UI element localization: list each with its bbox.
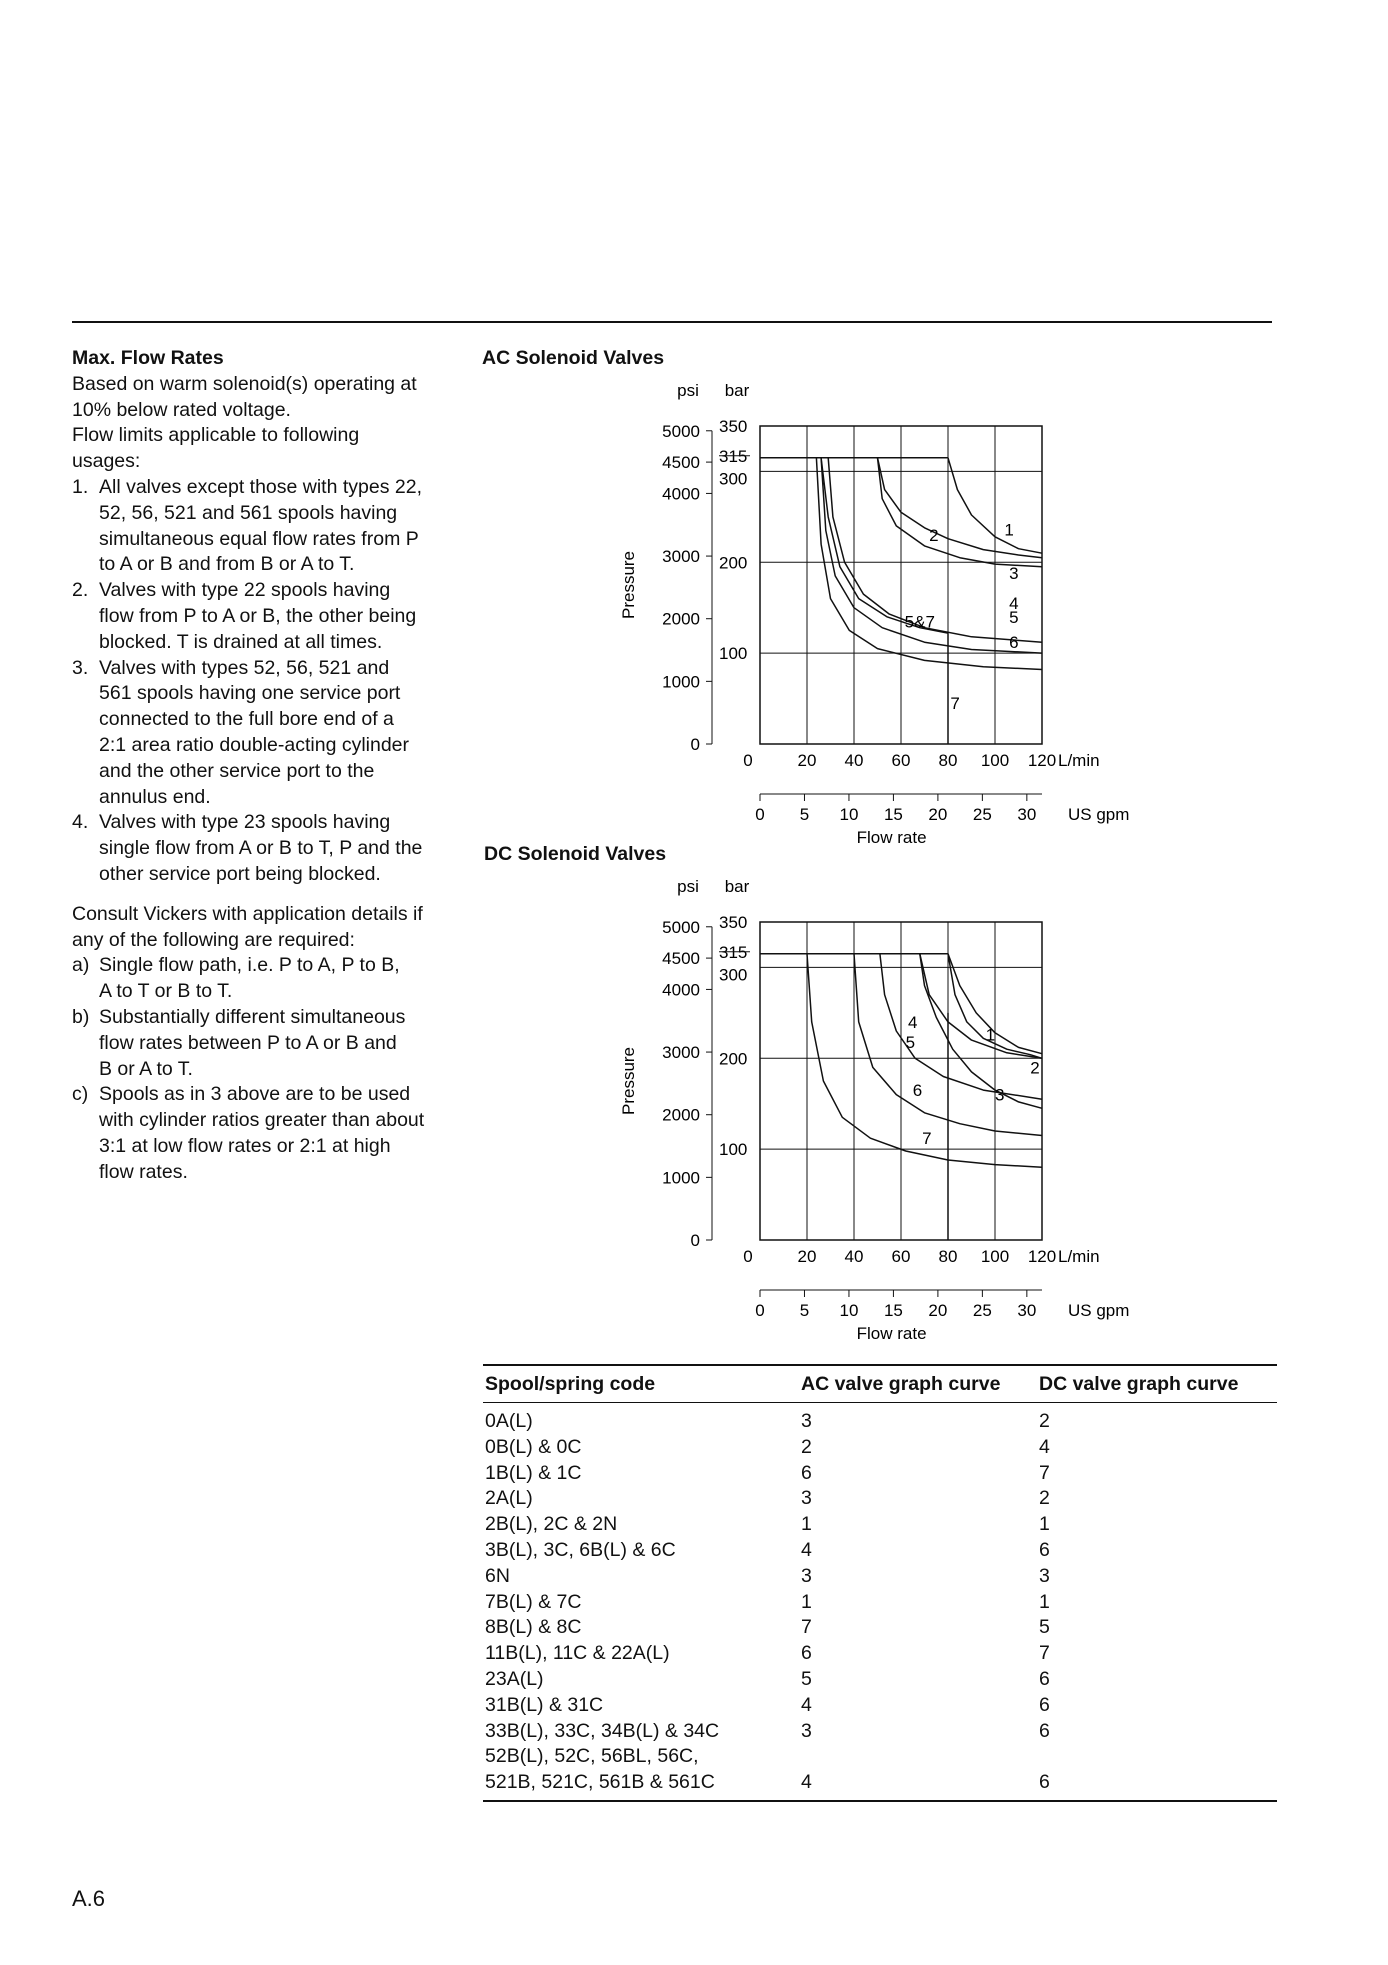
- gpm-tick-label: 30: [1017, 1301, 1037, 1320]
- cell-spool-code: 1B(L) & 1C: [485, 1461, 582, 1484]
- consult-item-line: flow rates between P to A or B and: [99, 1031, 397, 1054]
- table-row: [483, 1641, 1277, 1667]
- consult-item-line: Substantially different simultaneous: [99, 1005, 406, 1028]
- series-label: 5&7: [904, 612, 935, 632]
- cell-dc-curve: 5: [1039, 1616, 1050, 1639]
- cell-ac-curve: 4: [801, 1538, 812, 1561]
- series-label: 5: [905, 1032, 916, 1052]
- cell-spool-code: 2A(L): [485, 1487, 533, 1510]
- gpm-tick-label: 10: [839, 805, 859, 824]
- consult-line: Consult Vickers with application details if: [72, 902, 423, 925]
- dc-solenoid-chart: [600, 868, 1160, 1348]
- gpm-unit-label: US gpm: [1068, 1301, 1130, 1320]
- consult-text: [72, 902, 462, 954]
- x-tick-label: 100: [980, 751, 1010, 770]
- usage-item-line: other service port being blocked.: [99, 862, 381, 885]
- table-header: [483, 1366, 1277, 1403]
- series-label: 2: [929, 526, 939, 546]
- intro-line: 10% below rated voltage.: [72, 398, 291, 421]
- intro-line: Flow limits applicable to following: [72, 424, 360, 447]
- bar-tick-label: 350: [719, 417, 748, 436]
- cell-spool-code: 31B(L) & 31C: [485, 1693, 604, 1716]
- psi-tick-label: 1000: [662, 672, 700, 692]
- table-row: [483, 1538, 1277, 1564]
- psi-unit-label: psi: [677, 381, 699, 400]
- series-label: 4: [908, 1012, 918, 1032]
- cell-dc-curve: 6: [1039, 1693, 1050, 1716]
- table-row: [483, 1486, 1277, 1512]
- ac-chart-title: AC Solenoid Valves: [482, 347, 665, 369]
- cell-dc-curve: 2: [1039, 1487, 1050, 1510]
- consult-item-line: A to T or B to T.: [99, 980, 233, 1003]
- gpm-tick-label: 20: [928, 805, 948, 824]
- bar-tick-label: 100: [719, 1140, 748, 1160]
- gpm-tick-label: 15: [883, 1301, 903, 1320]
- series-label: 1: [1004, 520, 1014, 540]
- cell-ac-curve: [801, 1744, 1039, 1770]
- usage-item-line: to A or B and from B or A to T.: [99, 553, 355, 576]
- x-axis-label: Flow rate: [856, 828, 927, 847]
- intro-line: usages:: [72, 450, 141, 473]
- series-label: 7: [950, 694, 960, 714]
- cell-spool-code: 521B, 521C, 561B & 561C: [485, 1771, 715, 1794]
- usage-item: [72, 475, 462, 578]
- table-row: [483, 1512, 1277, 1538]
- cell-ac-curve: 3: [801, 1719, 812, 1742]
- cell-dc-curve: 2: [1039, 1410, 1050, 1432]
- cell-spool-code: 0A(L): [485, 1410, 533, 1432]
- table-row: [483, 1667, 1277, 1693]
- cell-dc-curve: 6: [1039, 1538, 1050, 1561]
- series-label: 1: [985, 1025, 996, 1045]
- usage-item-number: 1.: [72, 475, 89, 498]
- psi-unit-label: psi: [677, 877, 699, 896]
- gpm-tick-label: 25: [972, 1301, 992, 1320]
- table-row: [483, 1564, 1277, 1590]
- cell-ac-curve: 6: [801, 1461, 812, 1484]
- x-tick-label: 20: [797, 751, 817, 770]
- gpm-tick-label: 0: [755, 1301, 765, 1320]
- psi-tick-label: 2000: [662, 1105, 700, 1125]
- usage-item-line: single flow from A or B to T, P and the: [99, 837, 423, 860]
- ac-solenoid-chart: [600, 372, 1160, 852]
- cell-dc-curve: 1: [1039, 1513, 1050, 1536]
- bar-tick-label: 100: [719, 644, 748, 664]
- usage-item-line: annulus end.: [99, 785, 211, 808]
- series-label: 3: [994, 1085, 1005, 1105]
- gpm-tick-label: 20: [928, 1301, 948, 1320]
- cell-ac-curve: 5: [801, 1667, 812, 1690]
- header-ac-curve: AC valve graph curve: [801, 1372, 1001, 1395]
- x-tick-label: 40: [844, 751, 864, 770]
- usage-item: [72, 578, 462, 655]
- usage-item-line: blocked. T is drained at all times.: [99, 630, 383, 653]
- cell-ac-curve: 7: [801, 1616, 812, 1639]
- dc-chart-title: DC Solenoid Valves: [484, 843, 667, 865]
- table-row: [483, 1461, 1277, 1487]
- consult-item-number: c): [72, 1083, 89, 1106]
- bar-tick-label: 300: [719, 965, 748, 985]
- cell-ac-curve: 2: [801, 1435, 812, 1458]
- series-label: 6: [912, 1081, 923, 1101]
- psi-tick-label: 0: [690, 1231, 700, 1250]
- table-row: [483, 1409, 1277, 1435]
- psi-tick-label: 4500: [662, 453, 700, 473]
- psi-tick-label: 4500: [662, 949, 700, 969]
- bar-tick-label: 200: [719, 1049, 748, 1069]
- table-row: [483, 1719, 1277, 1745]
- usage-item: [72, 656, 462, 811]
- bar-tick-label: 300: [719, 469, 748, 489]
- table-row: [483, 1615, 1277, 1641]
- bar-unit-label: bar: [724, 381, 750, 400]
- bar-unit-label: bar: [724, 877, 750, 896]
- cell-spool-code: 52B(L), 52C, 56BL, 56C,: [485, 1745, 699, 1768]
- consult-list: [72, 953, 462, 1185]
- consult-item: [72, 1082, 462, 1185]
- usage-item-line: 2:1 area ratio double-acting cylinder: [99, 733, 410, 756]
- cell-spool-code: 0B(L) & 0C: [485, 1435, 582, 1458]
- psi-tick-label: 4000: [662, 980, 700, 1000]
- psi-tick-label: 5000: [662, 917, 700, 937]
- usage-item-line: connected to the full bore end of a: [99, 708, 394, 731]
- page-number: A.6: [72, 1886, 106, 1911]
- consult-line: any of the following are required:: [72, 928, 355, 951]
- x-tick-label: 60: [891, 751, 911, 770]
- header-spool-code: Spool/spring code: [485, 1372, 656, 1395]
- x-tick-label: 60: [891, 1247, 911, 1266]
- cell-spool-code: 23A(L): [485, 1667, 544, 1690]
- usage-item-line: 52, 56, 521 and 561 spools having: [99, 501, 398, 524]
- usage-list: [72, 475, 462, 888]
- usage-item-number: 3.: [72, 656, 89, 679]
- bar-tick-label: 200: [719, 553, 748, 573]
- series-label: 2: [1030, 1058, 1040, 1078]
- x-tick-label: 0: [743, 751, 753, 770]
- consult-item-number: b): [72, 1005, 90, 1028]
- consult-item-line: with cylinder ratios greater than about: [99, 1109, 425, 1132]
- gpm-tick-label: 15: [883, 805, 903, 824]
- x-tick-label: 80: [938, 751, 958, 770]
- cell-dc-curve: 6: [1039, 1771, 1050, 1794]
- cell-dc-curve: 7: [1039, 1642, 1050, 1665]
- consult-item-line: flow rates.: [99, 1160, 188, 1183]
- usage-item-line: simultaneous equal flow rates from P: [99, 527, 419, 550]
- bar-tick-label: 350: [719, 913, 748, 932]
- series-label: 6: [1009, 633, 1019, 653]
- series-label: 4: [1009, 594, 1019, 614]
- series-label: 7: [922, 1129, 932, 1149]
- psi-tick-label: 3000: [662, 547, 700, 567]
- cell-ac-curve: 1: [801, 1590, 812, 1613]
- cell-spool-code: 6N: [485, 1564, 510, 1587]
- top-rule: [72, 321, 1272, 323]
- usage-item-line: Valves with type 23 spools having: [99, 811, 391, 834]
- cell-spool-code: 2B(L), 2C & 2N: [485, 1513, 618, 1536]
- cell-dc-curve: [1039, 1744, 1277, 1770]
- cell-ac-curve: 3: [801, 1564, 812, 1587]
- cell-ac-curve: 3: [801, 1410, 812, 1432]
- x-tick-label: 100: [980, 1247, 1010, 1266]
- usage-item-line: flow from P to A or B, the other being: [99, 604, 417, 627]
- cell-dc-curve: 4: [1039, 1435, 1050, 1458]
- table-row: [483, 1770, 1277, 1796]
- gpm-tick-label: 0: [755, 805, 765, 824]
- usage-item-line: All valves except those with types 22,: [99, 475, 422, 498]
- x-unit-label: L/min: [1058, 751, 1100, 770]
- cell-spool-code: 11B(L), 11C & 22A(L): [485, 1642, 670, 1665]
- usage-item-line: Valves with type 22 spools having: [99, 579, 391, 602]
- series-line-5: [880, 954, 1042, 1099]
- table-row: [483, 1693, 1277, 1719]
- cell-ac-curve: 4: [801, 1693, 812, 1716]
- consult-item-line: B or A to T.: [99, 1057, 193, 1080]
- bar-tick-label: 315: [719, 942, 748, 962]
- consult-item: [72, 1005, 462, 1082]
- x-tick-label: 0: [743, 1247, 753, 1266]
- consult-item-line: Spools as in 3 above are to be used: [99, 1083, 411, 1106]
- intro-text: [72, 372, 462, 475]
- x-axis-label: Flow rate: [856, 1324, 927, 1343]
- cell-dc-curve: 6: [1039, 1667, 1050, 1690]
- series-label: 5: [1009, 607, 1019, 627]
- x-tick-label: 40: [844, 1247, 864, 1266]
- gpm-unit-label: US gpm: [1068, 805, 1130, 824]
- x-unit-label: L/min: [1058, 1247, 1100, 1266]
- consult-item-line: 3:1 at low flow rates or 2:1 at high: [99, 1134, 391, 1157]
- cell-ac-curve: 1: [801, 1513, 812, 1536]
- consult-item: [72, 953, 462, 1005]
- cell-dc-curve: 6: [1039, 1719, 1050, 1742]
- flow-rates-notes: [72, 346, 462, 1186]
- cell-ac-curve: 6: [801, 1642, 812, 1665]
- cell-spool-code: 3B(L), 3C, 6B(L) & 6C: [485, 1538, 676, 1561]
- gpm-tick-label: 25: [972, 805, 992, 824]
- cell-dc-curve: 3: [1039, 1564, 1050, 1587]
- usage-item-line: Valves with types 52, 56, 521 and: [99, 656, 390, 679]
- cell-dc-curve: 1: [1039, 1590, 1050, 1613]
- cell-ac-curve: 3: [801, 1487, 812, 1510]
- cell-dc-curve: 7: [1039, 1461, 1050, 1484]
- gpm-tick-label: 5: [799, 1301, 810, 1320]
- usage-item-line: and the other service port to the: [99, 759, 375, 782]
- series-line-4: [920, 954, 1042, 1059]
- series-line-3: [920, 954, 1042, 1109]
- x-tick-label: 120: [1027, 1247, 1057, 1266]
- table-row: [483, 1590, 1277, 1616]
- usage-item-line: 561 spools having one service port: [99, 682, 401, 705]
- usage-item: [72, 810, 462, 887]
- usage-item-number: 2.: [72, 579, 89, 602]
- psi-tick-label: 3000: [662, 1043, 700, 1063]
- psi-tick-label: 4000: [662, 484, 700, 504]
- x-tick-label: 120: [1027, 751, 1057, 770]
- table-body: [483, 1403, 1277, 1800]
- x-tick-label: 80: [938, 1247, 958, 1266]
- usage-item-number: 4.: [72, 811, 89, 834]
- cell-ac-curve: 4: [801, 1771, 812, 1794]
- series-label: 3: [1009, 564, 1019, 584]
- psi-tick-label: 5000: [662, 421, 700, 441]
- cell-spool-code: 7B(L) & 7C: [485, 1590, 582, 1613]
- psi-tick-label: 1000: [662, 1168, 700, 1188]
- consult-item-number: a): [72, 954, 90, 977]
- psi-tick-label: 2000: [662, 609, 700, 629]
- series-line-2: [878, 458, 1043, 558]
- intro-line: Based on warm solenoid(s) operating at: [72, 372, 417, 395]
- bar-tick-label: 315: [719, 446, 748, 466]
- psi-tick-label: 0: [690, 735, 700, 754]
- header-dc-curve: DC valve graph curve: [1039, 1372, 1239, 1395]
- table-row: [483, 1744, 1277, 1770]
- cell-spool-code: 8B(L) & 8C: [485, 1616, 582, 1639]
- gpm-tick-label: 5: [799, 805, 810, 824]
- gpm-tick-label: 10: [839, 1301, 859, 1320]
- y-axis-label: Pressure: [619, 550, 638, 620]
- consult-item-line: Single flow path, i.e. P to A, P to B,: [99, 954, 400, 977]
- section-heading: Max. Flow Rates: [72, 347, 224, 369]
- spool-curve-table: [483, 1364, 1277, 1802]
- cell-spool-code: 33B(L), 33C, 34B(L) & 34C: [485, 1719, 720, 1742]
- table-row: [483, 1435, 1277, 1461]
- x-tick-label: 20: [797, 1247, 817, 1266]
- gpm-tick-label: 30: [1017, 805, 1037, 824]
- y-axis-label: Pressure: [619, 1046, 638, 1116]
